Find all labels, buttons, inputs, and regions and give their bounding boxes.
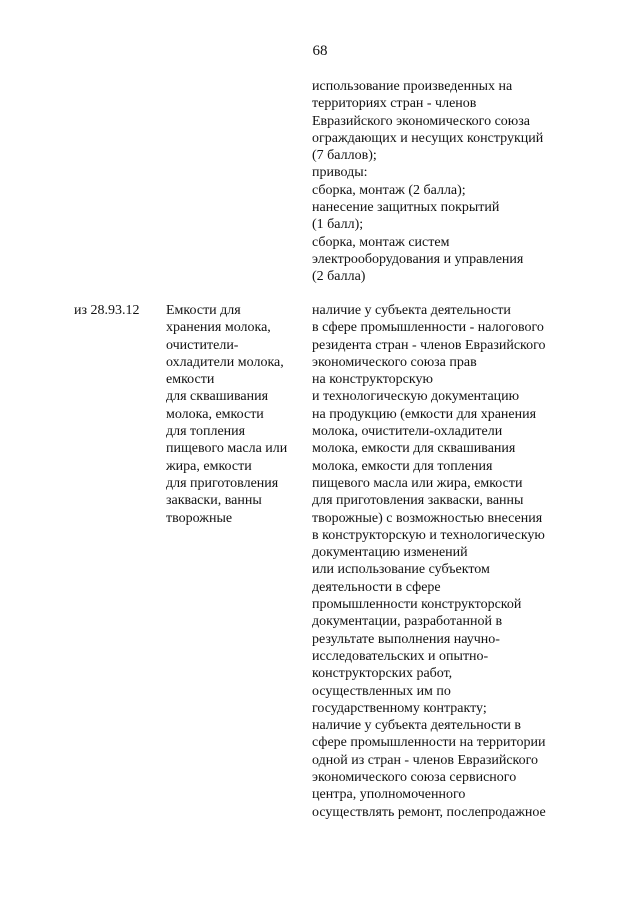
continuation-line: Евразийского экономического союза: [312, 113, 530, 129]
condition-line: государственному контракту;: [312, 700, 487, 716]
continuation-line: использование произведенных на: [312, 79, 513, 94]
condition-line: сфере промышленности на территории: [312, 735, 546, 751]
condition-line: молока, емкости для топления: [312, 458, 493, 474]
product-name-line: пищевого масла или: [166, 441, 288, 457]
continuation-line: (7 баллов);: [312, 148, 377, 164]
product-name-line: хранения молока,: [166, 320, 271, 336]
condition-line: документацию изменений: [312, 545, 468, 561]
condition-line: исследовательских и опытно-: [312, 648, 489, 664]
condition-line: для приготовления закваски, ванны: [312, 493, 524, 509]
condition-line: деятельности в сфере: [312, 579, 441, 595]
product-name-line: очистители-: [166, 337, 239, 353]
condition-line: осуществленных им по: [312, 683, 451, 699]
condition-line: экономического союза прав: [312, 354, 477, 370]
product-name-line: молока, емкости: [166, 406, 264, 422]
continuation-line: (2 балла): [312, 269, 366, 285]
continuation-line: сборка, монтаж (2 балла);: [312, 182, 466, 198]
continuation-line: приводы:: [312, 165, 368, 181]
condition-line: резидента стран - членов Евразийского: [312, 337, 546, 353]
condition-line: документации, разработанной в: [312, 614, 503, 630]
continuation-line: территориях стран - членов: [312, 96, 477, 112]
product-name-line: емкости: [166, 372, 215, 388]
condition-line: молока, очистители-охладители: [312, 424, 503, 440]
product-name-line: жира, емкости: [166, 458, 252, 474]
condition-line: экономического союза сервисного: [312, 770, 517, 786]
condition-line: осуществлять ремонт, послепродажное: [312, 804, 546, 820]
condition-line: наличие у субъекта деятельности в: [312, 718, 522, 734]
page-number: 68: [312, 43, 328, 59]
condition-line: центра, уполномоченного: [312, 787, 466, 803]
product-name-line: для сквашивания: [166, 389, 269, 405]
row-code: из 28.93.12: [74, 303, 140, 318]
condition-line: пищевого масла или жира, емкости: [312, 475, 523, 491]
row-product-name: [166, 302, 287, 527]
condition-line: на конструкторскую: [312, 372, 433, 388]
condition-line: в конструкторскую и технологическую: [312, 527, 545, 543]
condition-line: или использование субъектом: [312, 562, 490, 578]
condition-line: наличие у субъекта деятельности: [312, 303, 511, 318]
condition-line: одной из стран - членов Евразийского: [312, 752, 539, 768]
condition-line: на продукцию (емкости для хранения: [312, 406, 537, 422]
continuation-line: электрооборудования и управления: [312, 251, 524, 267]
condition-line: и технологическую документацию: [312, 389, 520, 405]
product-name-line: закваски, ванны: [166, 493, 262, 509]
condition-line: творожные) с возможностью внесения: [312, 510, 543, 526]
condition-line: результате выполнения научно-: [312, 631, 500, 647]
product-name-line: для топления: [166, 424, 246, 440]
continuation-line: сборка, монтаж систем: [312, 234, 450, 250]
continuation-line: (1 балл);: [312, 217, 364, 233]
product-name-line: творожные: [166, 510, 233, 526]
continuation-line: нанесение защитных покрытий: [312, 200, 500, 216]
product-name-line: охладители молока,: [166, 354, 284, 370]
row-conditions: [312, 302, 546, 821]
condition-line: конструкторских работ,: [312, 666, 453, 682]
condition-line: промышленности конструкторской: [312, 597, 522, 613]
product-name-line: Емкости для: [166, 303, 241, 318]
condition-line: в сфере промышленности - налогового: [312, 320, 544, 336]
product-name-line: для приготовления: [166, 475, 279, 491]
condition-line: молока, емкости для сквашивания: [312, 441, 516, 457]
continuation-conditions: [312, 78, 543, 286]
continuation-line: ограждающих и несущих конструкций: [312, 130, 544, 146]
